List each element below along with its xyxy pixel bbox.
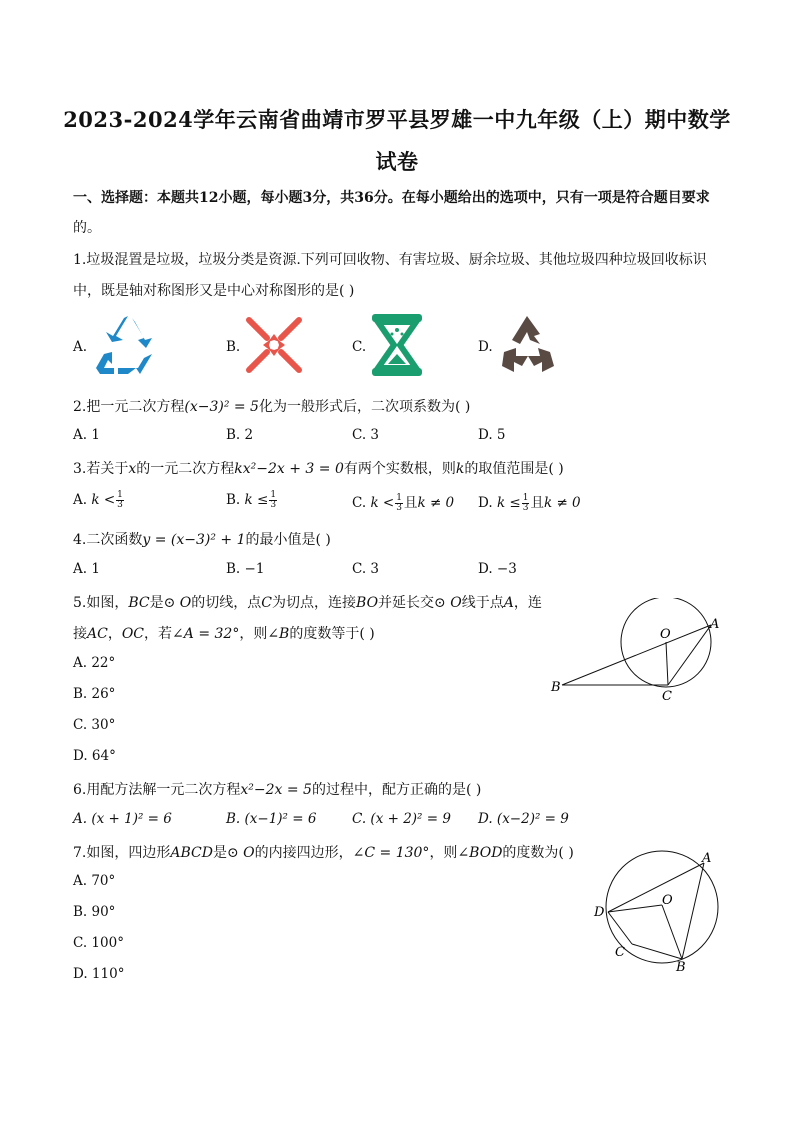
q5-text: 线于点: [461, 595, 504, 611]
q3-option-b-label: B.: [226, 492, 241, 508]
q3-option-a-expr: k <: [91, 492, 116, 508]
q3-option-b: [226, 491, 278, 510]
q7-math: ⊙ O: [226, 845, 255, 861]
q7-text: 7.如图，四边形: [73, 845, 171, 861]
q3-stem: [73, 458, 564, 478]
q3-option-a-label: A.: [73, 492, 88, 508]
q5-math: ⊙ O: [434, 595, 462, 611]
q3-option-d: [478, 491, 581, 513]
q1-option-d-label: D.: [478, 339, 493, 355]
q3-option-c-tail2: k ≠ 0: [417, 495, 455, 511]
q5-math: C: [261, 595, 273, 611]
q5-math: BC: [128, 595, 150, 611]
q3-option-c: [352, 491, 454, 513]
fraction-denominator: 3: [522, 503, 529, 513]
q5-text: 是: [149, 595, 164, 611]
q7-option-c: C. 100°: [73, 935, 124, 951]
q5-text: 并延长交: [378, 595, 435, 611]
q7-stem: [73, 842, 574, 862]
q7-text: 的度数为( ): [502, 845, 574, 861]
q2-option-a: A. 1: [73, 427, 100, 443]
fraction-denominator: 3: [117, 500, 123, 510]
fraction-denominator: 3: [270, 500, 277, 510]
q5-option-a: A. 22°: [73, 655, 116, 671]
point-label-c: C: [615, 945, 625, 960]
q2-option-d: D. 5: [478, 427, 506, 443]
q3-var-x: x: [128, 461, 137, 477]
q5-option-d: D. 64°: [73, 748, 116, 764]
q4-option-d: D. −3: [478, 561, 517, 577]
q4-stem-post: 的最小值是( ): [245, 532, 331, 548]
q3-option-c-expr: k <: [370, 495, 395, 511]
q3-equation: kx²−2x + 3 = 0: [234, 461, 344, 477]
q5-text: 5.如图，: [73, 595, 129, 611]
q3-option-d-label: D.: [478, 495, 493, 511]
fraction: [269, 491, 277, 510]
exam-title-line2: 试卷: [375, 149, 419, 174]
q6-option-b: B. (x−1)² = 6: [226, 811, 317, 827]
q5-math: ∠A = 32°: [172, 626, 240, 642]
q6-option-a: A. (x + 1)² = 6: [73, 811, 172, 827]
q5-stem-line1: [73, 592, 542, 612]
fraction: [522, 494, 530, 513]
q5-text: ，则: [239, 626, 268, 642]
q2-equation: (x−3)² = 5: [184, 399, 259, 415]
q5-text: ，连: [513, 595, 542, 611]
q5-text: ，若: [144, 626, 173, 642]
q7-text: ，则: [429, 845, 458, 861]
q6-stem-pre: 6.用配方法解一元二次方程: [73, 782, 241, 798]
q7-math: ABCD: [170, 845, 213, 861]
point-label-c: C: [662, 689, 672, 704]
q1-option-a-label: A.: [73, 339, 88, 355]
q4-option-c: C. 3: [352, 561, 380, 577]
q2-option-c: C. 3: [352, 427, 380, 443]
point-label-o: O: [662, 893, 673, 908]
q3-stem-pre: 3.若关于: [73, 461, 129, 477]
q7-math: ∠BOD: [457, 845, 503, 861]
q3-option-c-label: C.: [352, 495, 367, 511]
point-label-d: D: [594, 905, 605, 920]
q5-text: 接: [73, 626, 87, 642]
q5-text: ，: [107, 626, 122, 642]
fraction: [116, 491, 124, 510]
q5-option-c: C. 30°: [73, 717, 116, 733]
q7-option-b: B. 90°: [73, 904, 116, 920]
q3-var-k: k: [455, 461, 465, 477]
q6-option-c: C. (x + 2)² = 9: [352, 811, 451, 827]
q2-option-b: B. 2: [226, 427, 254, 443]
q4-option-a: A. 1: [73, 561, 100, 577]
q1-option-c-label: C.: [352, 339, 367, 355]
fraction: [395, 494, 403, 513]
hourglass-icon: [370, 312, 424, 378]
q1-stem-line2: 中，既是轴对称图形又是中心对称图形的是( ): [73, 283, 355, 299]
q5-math: ⊙ O: [163, 595, 192, 611]
q3-option-a: [73, 491, 125, 510]
q3-option-d-tail1: 且: [530, 495, 544, 511]
q7-figure: [588, 850, 738, 980]
q5-math: ∠B: [267, 626, 290, 642]
q3-option-c-tail1: 且: [403, 495, 418, 511]
q5-text: 的度数等于( ): [289, 626, 375, 642]
q1-option-b-label: B.: [226, 339, 241, 355]
q5-figure: [548, 598, 748, 708]
q3-option-d-expr: k ≤: [496, 495, 521, 511]
point-label-b: B: [676, 960, 686, 975]
other-waste-arrows-icon: [494, 312, 560, 378]
q3-stem-mid1: 的一元二次方程: [136, 461, 235, 477]
q6-equation: x²−2x = 5: [240, 782, 312, 798]
q5-math: BO: [356, 595, 379, 611]
q5-math: AC: [87, 626, 108, 642]
q5-math: OC: [121, 626, 145, 642]
q2-stem: [73, 396, 470, 416]
section-instructions-line1: 一、选择题：本题共12小题，每小题3分，共36分。在每小题给出的选项中，只有一项是符合题目要求: [73, 190, 710, 206]
fraction-numerator: 1: [117, 490, 123, 500]
q7-option-a: A. 70°: [73, 873, 116, 889]
q4-equation: y = (x−3)² + 1: [142, 532, 246, 548]
q7-text: 的内接四边形，: [254, 845, 353, 861]
q6-option-d: D. (x−2)² = 9: [478, 811, 569, 827]
q4-stem: [73, 529, 331, 549]
q4-stem-pre: 4.二次函数: [73, 532, 143, 548]
q5-stem-line2: [73, 623, 375, 643]
q3-stem-mid2: 有两个实数根，则: [343, 461, 456, 477]
fraction-numerator: 1: [396, 493, 402, 503]
section-instructions: [73, 187, 710, 207]
q5-math: A: [503, 595, 514, 611]
fraction-denominator: 3: [396, 503, 402, 513]
hazard-cross-icon: [243, 314, 305, 376]
point-label-a: A: [710, 617, 720, 632]
q7-option-d: D. 110°: [73, 966, 125, 982]
fraction-numerator: 1: [270, 490, 277, 500]
point-label-o: O: [660, 627, 671, 642]
q2-stem-pre: 2.把一元二次方程: [73, 399, 185, 415]
exam-title-line1: 2023-2024学年云南省曲靖市罗平县罗雄一中九年级（上）期中数学: [63, 107, 731, 132]
section-instructions-line2: 的。: [73, 220, 101, 236]
q3-stem-post: 的取值范围是( ): [464, 461, 564, 477]
point-label-a: A: [702, 851, 712, 866]
q5-text: 的切线，点: [191, 595, 262, 611]
q1-stem-line1: 1.垃圾混置是垃圾，垃圾分类是资源.下列可回收物、有害垃圾、厨余垃圾、其他垃圾四种垃圾回收标识: [73, 252, 707, 268]
q5-text: 为切点，连接: [272, 595, 357, 611]
q2-stem-post: 化为一般形式后，二次项系数为( ): [258, 399, 471, 415]
recycle-icon: [92, 312, 164, 378]
fraction-numerator: 1: [522, 493, 529, 503]
q7-text: 是: [212, 845, 227, 861]
q4-option-b: B. −1: [226, 561, 265, 577]
point-label-b: B: [551, 680, 561, 695]
q3-option-b-expr: k ≤: [244, 492, 269, 508]
q6-stem-post: 的过程中，配方正确的是( ): [311, 782, 482, 798]
q6-stem: [73, 779, 481, 799]
q7-math: ∠C = 130°: [352, 845, 430, 861]
q3-option-d-tail2: k ≠ 0: [543, 495, 581, 511]
q5-option-b: B. 26°: [73, 686, 116, 702]
